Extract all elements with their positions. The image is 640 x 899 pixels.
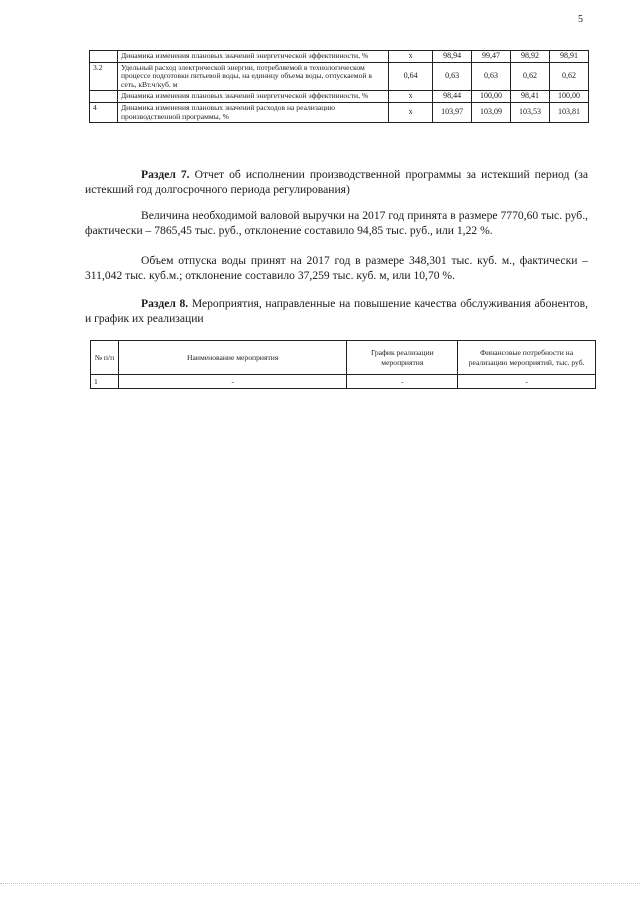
row-number: 1 — [91, 375, 119, 389]
table-row — [90, 91, 589, 103]
row-value: 99,47 — [472, 51, 511, 63]
row-value: 98,91 — [549, 51, 588, 63]
row-value: 100,00 — [549, 91, 588, 103]
row-index — [90, 51, 118, 63]
row-description: Удельный расход электрической энергии, потребляемой в технологическом процессе подготовки питьевой воды, на единицу объема воды, отпускаемой в сеть, кВт.ч/куб. м — [117, 62, 388, 91]
measures-table — [90, 340, 596, 389]
row-value: 0,63 — [472, 62, 511, 91]
section7-heading: Раздел 7. — [141, 168, 190, 181]
revenue-paragraph: Величина необходимой валовой выручки на 2017 год принята в размере 7770,60 тыс. руб., фактически – 7865,45 тыс. руб., отклонение составило 94,85 тыс. руб., или 1,22 %. — [85, 209, 588, 238]
header-measure-name: Наименование мероприятия — [118, 341, 346, 375]
row-value: 100,00 — [472, 91, 511, 103]
row-index — [90, 91, 118, 103]
row-value: 98,44 — [433, 91, 472, 103]
water-volume-paragraph: Объем отпуска воды принят на 2017 год в размере 348,301 тыс. куб. м., фактически – 311,042 тыс. куб.м.; отклонение составило 37,259 тыс. куб. м, или 10,70 %. — [85, 254, 588, 283]
section8-title: Мероприятия, направленные на повышение качества обслуживания абонентов, и график их реализации — [85, 297, 589, 326]
table-row — [90, 51, 589, 63]
row-value: 0,62 — [549, 62, 588, 91]
header-financial-needs: Финансовые потребности на реализацию мероприятий, тыс. руб. — [458, 341, 596, 375]
row-index: 4 — [90, 103, 118, 123]
row-value: x — [389, 103, 433, 123]
row-value: 98,92 — [511, 51, 550, 63]
row-value: 98,41 — [511, 91, 550, 103]
section7-title: Отчет об исполнении производственной программы за истекший период (за истекший год долгосрочного периода регулирования) — [85, 168, 589, 197]
row-description: Динамика изменения плановых значений энергетической эффективности, % — [117, 91, 388, 103]
row-schedule: - — [347, 375, 458, 389]
row-value: 0,64 — [389, 62, 433, 91]
header-number: № п/п — [91, 341, 119, 375]
row-measure-name: - — [118, 375, 346, 389]
table-row — [90, 103, 589, 123]
row-value: 103,81 — [549, 103, 588, 123]
row-description: Динамика изменения плановых значений расходов на реализацию производственной программы, % — [117, 103, 388, 123]
row-value: 0,63 — [433, 62, 472, 91]
row-value: x — [389, 91, 433, 103]
indicators-table — [89, 50, 589, 123]
row-value: 103,09 — [472, 103, 511, 123]
row-index: 3.2 — [90, 62, 118, 91]
table-row — [90, 62, 589, 91]
row-value: 0,62 — [511, 62, 550, 91]
section7-heading-paragraph — [85, 167, 588, 197]
row-value: x — [389, 51, 433, 63]
page-number: 5 — [578, 14, 583, 25]
row-value: 103,97 — [433, 103, 472, 123]
row-description: Динамика изменения плановых значений энергетической эффективности, % — [117, 51, 388, 63]
row-value: 98,94 — [433, 51, 472, 63]
row-financial-needs: - — [458, 375, 596, 389]
row-value: 103,53 — [511, 103, 550, 123]
header-schedule: График реализации мероприятия — [347, 341, 458, 375]
measures-table-header-row — [91, 341, 596, 375]
section8-heading-paragraph — [85, 296, 588, 326]
table-row — [91, 375, 596, 389]
section8-heading: Раздел 8. — [141, 297, 189, 310]
footer-divider — [0, 883, 640, 884]
